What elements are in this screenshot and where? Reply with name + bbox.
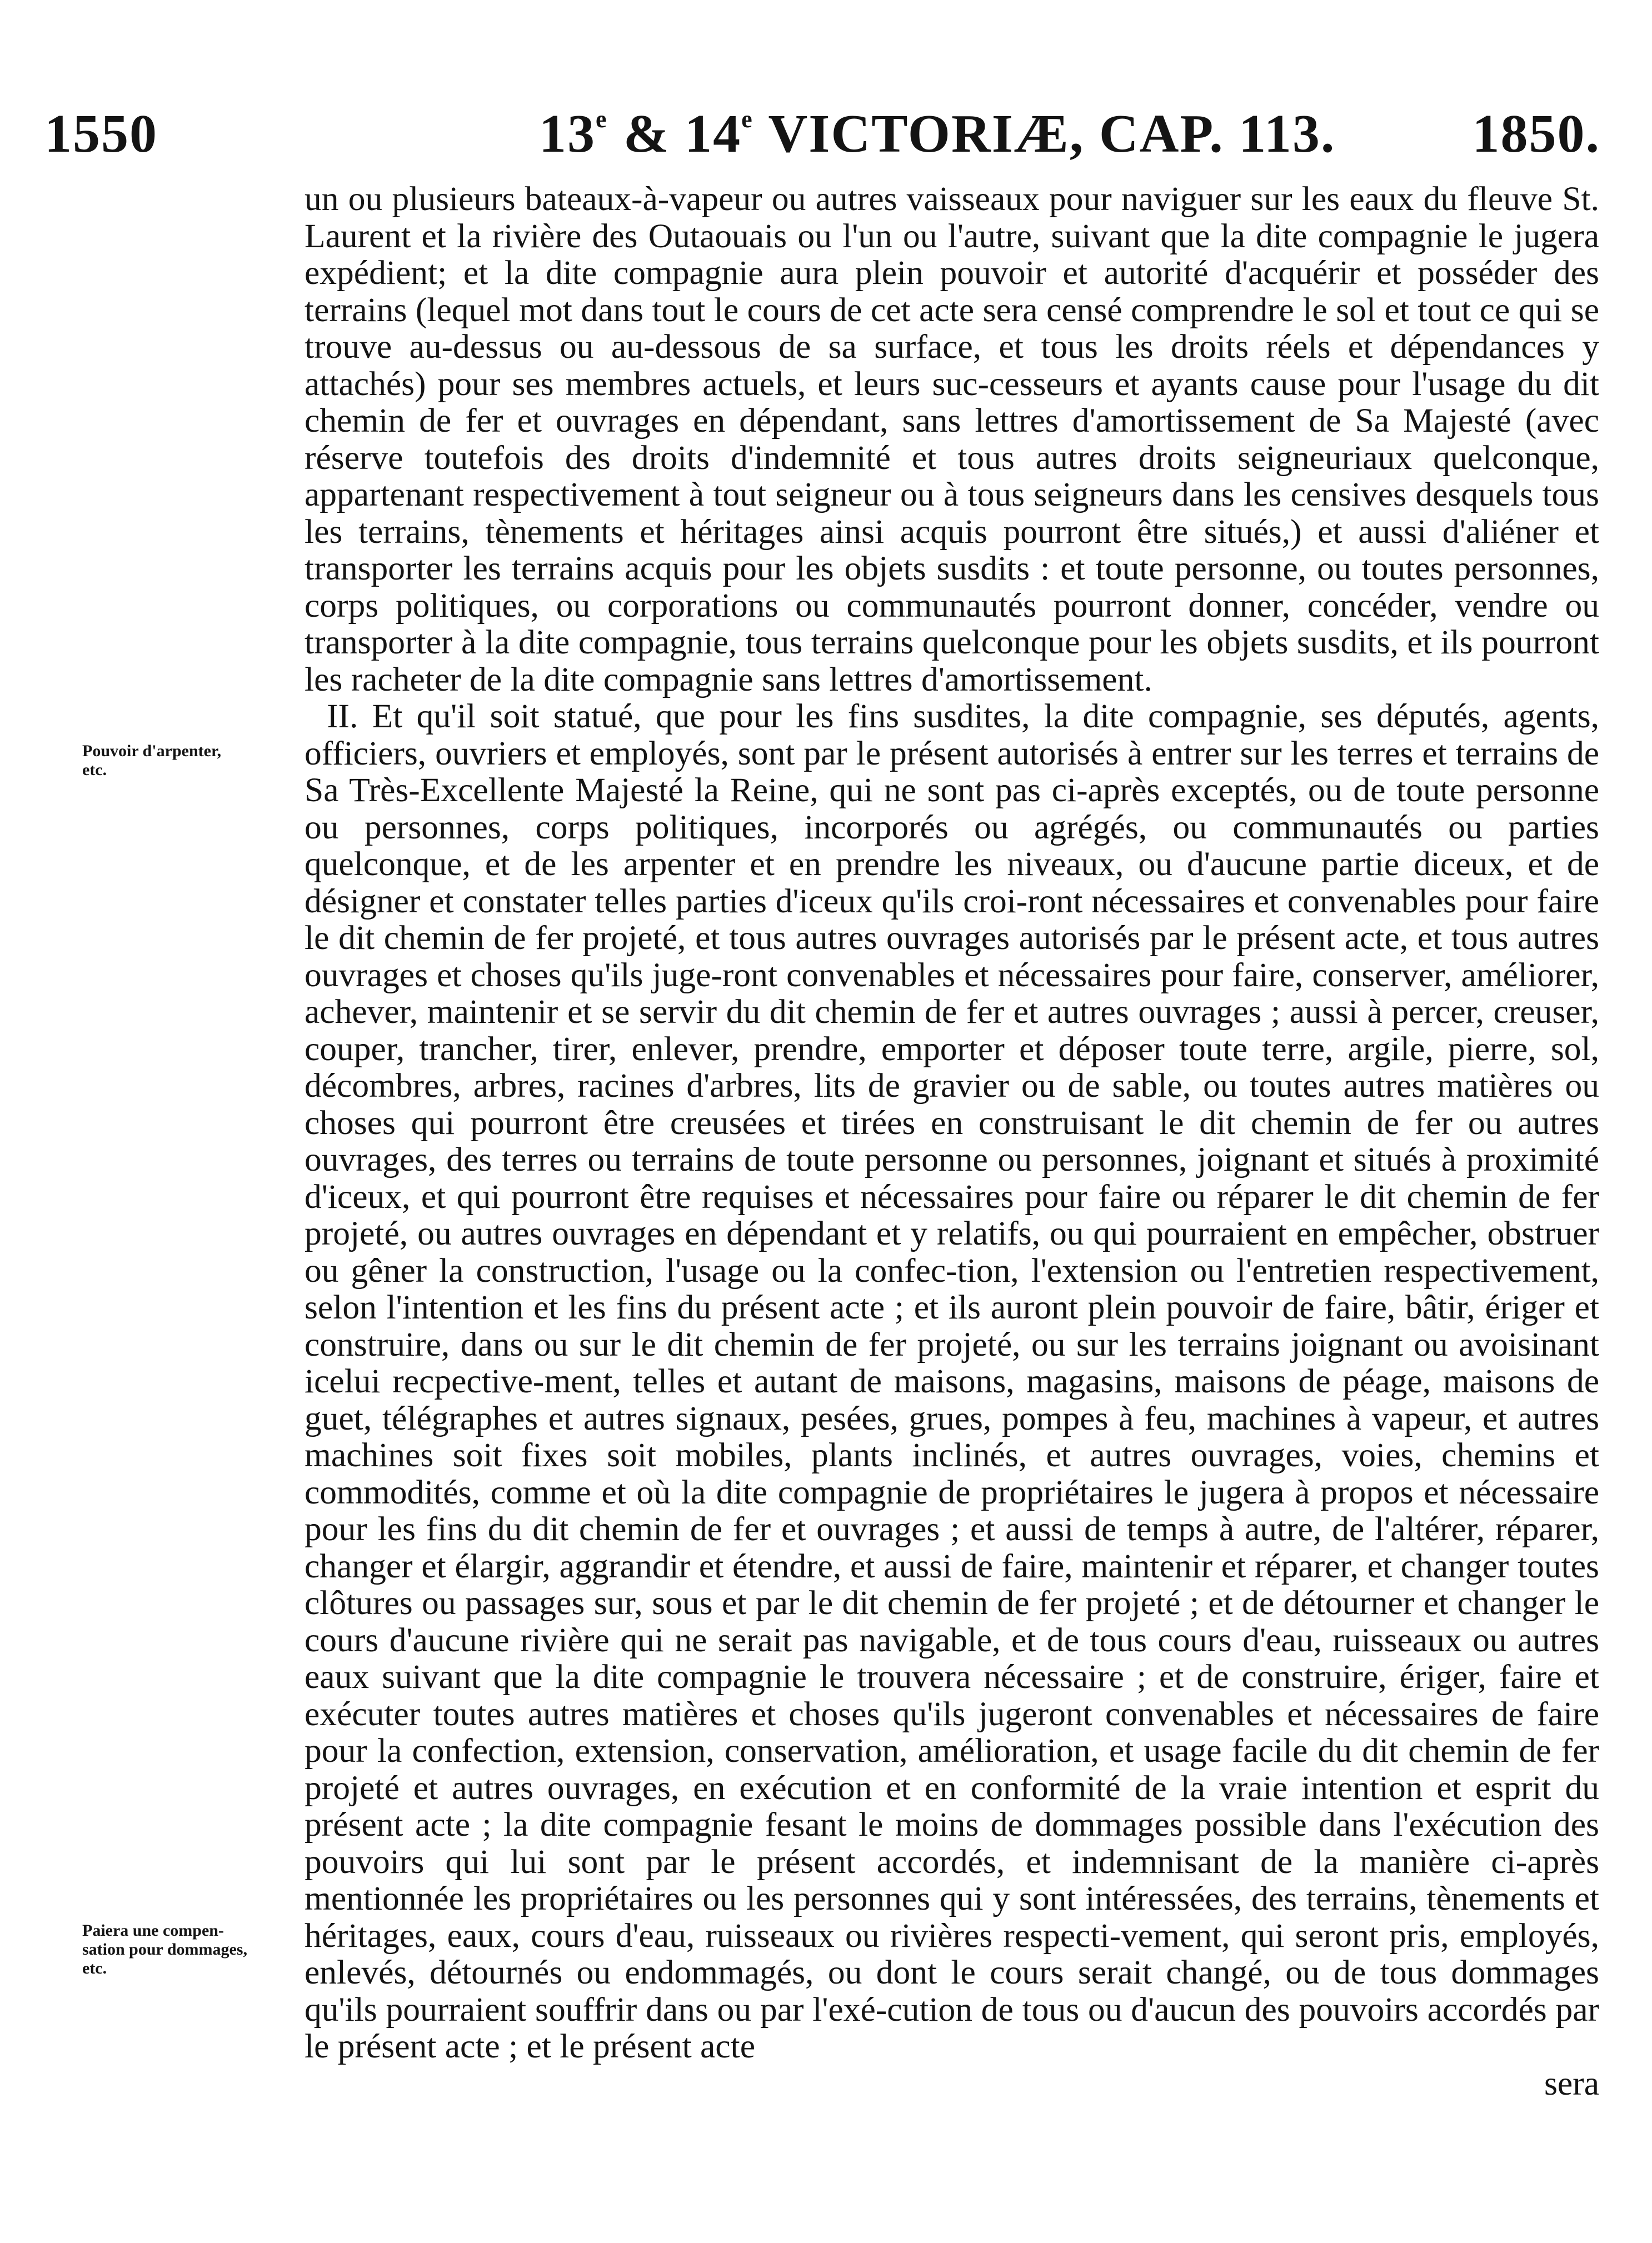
page-title <box>539 103 1335 165</box>
paragraph-section-ii: II. Et qu'il soit statué, que pour les fins susdites, la dite compagnie, ses députés, agents, officiers, ouvriers et employés, sont par le présent autorisés à entrer sur les terres et terrains de Sa Très-Excellente Majesté la Reine, qui ne sont pas ci-après exceptés, ou de toute personne ou personnes, corps politiques, incorporés ou agrégés, ou communautés ou parties quelconque, et de les arpenter et en prendre les niveaux, ou d'aucune partie diceux, et de désigner et constater telles parties d'iceux qu'ils croi-ront nécessaires et convenables pour faire le dit chemin de fer projeté, et tous autres ouvrages autorisés par le présent acte, et tous autres ouvrages et choses qu'ils juge-ront convenables et nécessaires pour faire, conserver, améliorer, achever, maintenir et se servir du dit chemin de fer et autres ouvrages ; aussi à percer, creuser, couper, trancher, tirer, enlever, prendre, emporter et déposer toute terre, argile, pierre, sol, décombres, arbres, racines d'arbres, lits de gravier ou de sable, ou toutes autres matières ou choses qui pourront être creusées et tirées en construisant le dit chemin de fer ou autres ouvrages, des terres ou terrains de toute personne ou personnes, joignant et situés à proximité d'iceux, et qui pourront être requises et nécessaires pour faire ou réparer le dit chemin de fer projeté, ou autres ouvrages en dépendant et y relatifs, ou qui pourraient en empêcher, obstruer ou gêner la construction, l'usage ou la confec-tion, l'extension ou l'entretien respectivement, selon l'intention et les fins du présent acte ; et ils auront plein pouvoir de faire, bâtir, ériger et construire, dans ou sur le dit chemin de fer projeté, ou sur les terrains joignant ou avoisinant icelui recpective-ment, telles et autant de maisons, magasins, maisons de péage, maisons de guet, télégraphes et autres signaux, pesées, grues, pompes à feu, machines à vapeur, et autres machines soit fixes soit mobiles, plants inclinés, et autres ouvrages, voies, chemins et commodités, comme et où la dite compagnie de propriétaires le jugera à propos et nécessaire pour les fins du dit chemin de fer et ouvrages ; et aussi de temps à autre, de l'altérer, réparer, changer et élargir, aggrandir et étendre, et aussi de faire, maintenir et réparer, et changer toutes clôtures ou passages sur, sous et par le dit chemin de fer projeté ; et de détourner et changer le cours d'aucune rivière qui ne serait pas navigable, et de tous cours d'eau, ruisseaux ou autres eaux suivant que la dite compagnie le trouvera nécessaire ; et de construire, ériger, faire et exécuter toutes autres matières et choses qu'ils jugeront convenables et nécessaires de faire pour la confection, extension, conservation, amélioration, et usage facile du dit chemin de fer projeté et autres ouvrages, en exécution et en conformité de la vraie intention et esprit du présent acte ; la dite compagnie fesant le moins de dommages possible dans l'exécution des pouvoirs qui lui sont par le présent accordés, et indemnisant de la manière ci-après mentionnée les propriétaires ou les personnes qui y sont intéressées, des terrains, tènements et héritages, eaux, cours d'eau, ruisseaux ou rivières respecti-vement, qui seront pris, employés, enlevés, détournés ou endommagés, ou dont le cours serait changé, ou de tous dommages qu'ils pourraient souffrir dans ou par l'exé-cution de tous ou d'aucun des pouvoirs accordés par le présent acte ; et le présent acte <box>305 697 1599 2065</box>
page-number: 1550 <box>44 104 158 164</box>
paragraph-continuation: un ou plusieurs bateaux-à-vapeur ou autres vaisseaux pour naviguer sur les eaux du fleuve St. Laurent et la rivière des Outaouais ou l'un ou l'autre, suivant que la dite compagnie le jugera expédient; et la dite compagnie aura plein pouvoir et autorité d'acquérir et posséder des terrains (lequel mot dans tout le cours de cet acte sera censé comprendre le sol et tout ce qui se trouve au-dessus ou au-dessous de sa surface, et tous les droits réels et dépendances y attachés) pour ses membres actuels, et leurs suc-cesseurs et ayants cause pour l'usage du dit chemin de fer et ouvrages en dépendant, sans lettres d'amortissement de Sa Majesté (avec réserve toutefois des droits d'indemnité et tous autres droits seigneuriaux quelconque, appartenant respectivement à tout seigneur ou à tous seigneurs dans les censives desquels tous les terrains, tènements et héritages ainsi acquis pourront être situés,) et aussi d'aliéner et transporter les terrains acquis pour les objets susdits : et toute personne, ou toutes personnes, corps politiques, ou corporations ou communautés pourront donner, concéder, vendre ou transporter à la dite compagnie, tous terrains quelconque pour les objets susdits, et ils pourront les racheter de la dite compagnie sans lettres d'amortissement. <box>305 180 1599 698</box>
title-ampersand: & <box>623 104 670 164</box>
margin-note-compensation: Paiera une compen- sation pour dommages, etc. <box>82 1921 247 1977</box>
running-header <box>44 103 1600 169</box>
body-text <box>305 181 1599 2102</box>
title-regnal-year-2: 14 <box>685 104 742 164</box>
title-ordinal-suffix-2: e <box>741 106 753 133</box>
page-year: 1850. <box>1472 104 1600 164</box>
title-ordinal-suffix-1: e <box>596 106 608 133</box>
margin-note-survey-powers: Pouvoir d'arpenter, etc. <box>82 742 222 779</box>
catchword: sera <box>1544 2064 1599 2102</box>
title-act-reference: VICTORIÆ, CAP. 113. <box>768 104 1336 164</box>
title-regnal-year-1: 13 <box>539 104 596 164</box>
